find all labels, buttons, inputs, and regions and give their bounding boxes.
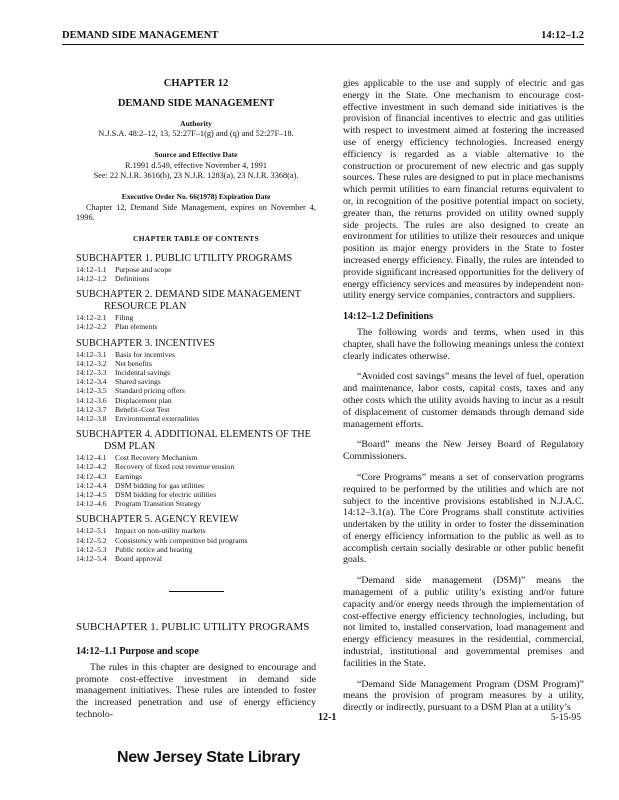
toc-heading: CHAPTER TABLE OF CONTENTS [133,233,259,243]
toc-subchapter-5-items [76,526,316,563]
toc-item-number: 14:12–4.6 [76,499,107,509]
toc-item [76,453,316,462]
toc-item-title: Shared savings [115,377,161,387]
toc-item-title: Recovery of fixed cost revenue erosion [115,462,235,472]
toc-item [76,313,316,322]
toc-subchapter-2: SUBCHAPTER 2. DEMAND SIDE MANAGEMENT RESOURCE PLAN [76,289,301,313]
definitions-intro: The following words and terms, when used in this chapter, shall have the following meanings unless the context clearly indicates otherwise. [343,326,584,362]
toc-item-number: 14:12–4.2 [76,462,107,472]
toc-item-title: Board approval [115,554,163,564]
toc-item-title: Definitions [115,273,150,283]
toc-subchapter-5: SUBCHAPTER 5. AGENCY REVIEW [76,514,239,526]
toc-item-title: DSM bidding for gas utilities [115,480,205,490]
toc-item [76,481,316,490]
source-line-1: R.1991 d.549, effective November 4, 1991 [124,161,267,171]
toc-item-number: 14:12–1.1 [76,264,107,274]
toc-subchapter-4-items [76,453,316,508]
header-title: DEMAND SIDE MANAGEMENT [62,30,219,41]
purpose-continued-paragraph: gies applicable to the use and supply of electric and gas energy in the State. One mechanism to encourage cost-effective investment in such demand side initiatives is the provision of financial incentives to electric and gas utilities with respect to investment aimed at fostering the increased use of energy efficiency technologies. Increased energy efficiency is regarded as a viable alternative to the construction or procurement of new electric and gas supply sources. These rules are designed to put in place mechanisms which permit utilities to earn financial returns equivalent to or, in recognition of the positive potential impact on society, greater than, the returns provided on utility owned supply side projects. The rules are also designed to create an environment for utilities to utilize their resources and unique position as major energy providers in the State to foster increased energy efficiency. Finally, the rules are intended to provide significant increased opportunities for the delivery of energy efficiency services and measures by independent non-utility energy service companies, contractors and suppliers. [343,78,584,302]
toc-subchapter-3-items [76,350,316,424]
toc-item-number: 14:12–1.2 [76,273,107,283]
toc-item-number: 14:12–3.4 [76,377,107,387]
toc-item-number: 14:12–4.4 [76,480,107,490]
toc-item [76,462,316,471]
chapter-title: DEMAND SIDE MANAGEMENT [117,97,275,109]
toc-item [76,322,316,331]
toc-item-title: Net benefits [115,358,152,368]
section-1-1-heading: 14:12–1.1 Purpose and scope [76,646,199,658]
toc-item-number: 14:12–3.5 [76,386,107,396]
definition-avoided-cost-savings: “Avoided cost savings” means the level of fuel, operation and maintenance, labor costs, capital costs, taxes and any other costs which the utility avoids having to incur as a result of displacement of customer demands through demand side management efforts. [343,371,584,430]
executive-order-text: Chapter 12, Demand Side Management, expires on November 4, 1996. [76,202,316,222]
toc-item [76,545,316,554]
toc-item-title: Purpose and scope [115,264,172,274]
authority-text: N.J.S.A. 48:2–12, 13, 52:27F–1(g) and (q) and 52:27F–18. [98,129,294,139]
chapter-number: CHAPTER 12 [163,78,229,89]
toc-item-number: 14:12–5.1 [76,526,107,536]
toc-subchapter-1-items [76,265,316,283]
source-line-2: See: 22 N.J.R. 3616(b), 23 N.J.R. 1283(a), 23 N.J.R. 3368(a). [93,171,299,181]
toc-item [76,499,316,508]
toc-item-number: 14:12–3.3 [76,368,107,377]
toc-item-title: Basis for incentives [115,349,175,359]
toc-item [76,526,316,535]
toc-item-number: 14:12–3.2 [76,358,107,368]
running-header [62,30,584,45]
revision-date: 5-15-95 [550,713,581,723]
section-1-2-heading: 14:12–1.2 Definitions [343,311,433,323]
toc-item-title: Incidental savings [115,368,171,377]
toc-item [76,350,316,359]
toc-item-title: Public notice and hearing [115,544,193,554]
toc-item-title: Plan elements [115,322,158,332]
toc-item-number: 14:12–4.1 [76,453,107,463]
toc-item [76,359,316,368]
toc-item-title: Standard pricing offers [115,386,185,396]
toc-item-title: Cost Recovery Mechanism [115,453,198,463]
toc-item-number: 14:12–5.2 [76,535,107,545]
toc-item-title: DSM bidding for electric utilities [115,490,217,500]
toc-item [76,274,316,283]
definition-dsm-program: “Demand Side Management Program (DSM Program)” means the provision of program measures by a utility, directly or indirectly, pursuant to a DSM Plan at a utility’s [343,678,584,714]
toc-item-title: Impact on non-utility markets [115,526,206,536]
toc-item [76,265,316,274]
toc-item [76,490,316,499]
toc-item [76,368,316,377]
section-1-1-paragraph: The rules in this chapter are designed to encourage and promote cost-effective investment in demand side management initiatives. These rules are intended to foster the increased penetration and use of energy efficiency technolo- [76,661,316,721]
toc-subchapter-2-items [76,313,316,331]
definition-dsm: “Demand side management (DSM)” means the management of a public utility’s existing and/or future capacity and/or energy needs through the implementation of cost-effective energy efficiency technologies, including, but not limited to, installed conservation, load management and energy efficiency measures in the residential, commercial, industrial, institutional and governmental premises and facilities in the State. [343,575,584,669]
toc-item [76,536,316,545]
toc-item [76,414,316,423]
toc-item-number: 14:12–2.2 [76,322,107,332]
definition-board: “Board” means the New Jersey Board of Regulatory Commissioners. [343,439,584,463]
toc-item-number: 14:12–3.6 [76,395,107,405]
toc-item-title: Program Transition Strategy [115,499,202,509]
source-heading: Source and Effective Date [154,150,238,160]
toc-item-number: 14:12–4.3 [76,471,107,481]
toc-item-number: 14:12–2.1 [76,313,107,323]
right-column [343,78,584,723]
toc-item [76,472,316,481]
toc-item-number: 14:12–3.8 [76,414,107,424]
toc-item-number: 14:12–3.1 [76,349,107,359]
toc-item-number: 14:12–5.4 [76,554,107,564]
page-number: 12-1 [318,712,337,723]
toc-item-title: Filing [115,313,134,323]
toc-item [76,396,316,405]
toc-item-title: Earnings [115,471,142,481]
section-divider [169,591,224,592]
toc-item-title: Displacement plan [115,395,172,405]
executive-order-heading: Executive Order No. 66(1978) Expiration Date [121,192,271,202]
toc-subchapter-3: SUBCHAPTER 3. INCENTIVES [76,337,215,349]
toc-item [76,405,316,414]
left-column [76,78,316,730]
toc-item-number: 14:12–4.5 [76,490,107,500]
definition-core-programs: “Core Programs” means a set of conservation programs required to be performed by the utilities and which are not subject to the incentive provisions established in N.J.A.C. 14:12–3.1(a). The Core Programs shall constitute activities undertaken by the utility in order to foster the dissemination of energy efficiency information to the public as well as to accomplish certain socially desirable or other public benefit goals. [343,471,584,566]
library-stamp: New Jersey State Library [117,749,301,766]
toc-subchapter-4: SUBCHAPTER 4. ADDITIONAL ELEMENTS OF THE DSM PLAN [76,429,311,453]
toc-item [76,386,316,395]
toc-item-title: Benefit–Cost Test [115,404,170,414]
toc-item-number: 14:12–3.7 [76,404,107,414]
toc-item-number: 14:12–5.3 [76,544,107,554]
authority-heading: Authority [180,118,212,128]
subchapter-1-title: SUBCHAPTER 1. PUBLIC UTILITY PROGRAMS [76,621,310,634]
toc-subchapter-1: SUBCHAPTER 1. PUBLIC UTILITY PROGRAMS [76,252,293,264]
toc-item [76,554,316,563]
header-section: 14:12–1.2 [541,30,584,41]
toc-item [76,377,316,386]
toc-item-title: Environmental externalities [115,414,200,424]
toc-item-title: Consistency with competitive bid programs [115,535,248,545]
